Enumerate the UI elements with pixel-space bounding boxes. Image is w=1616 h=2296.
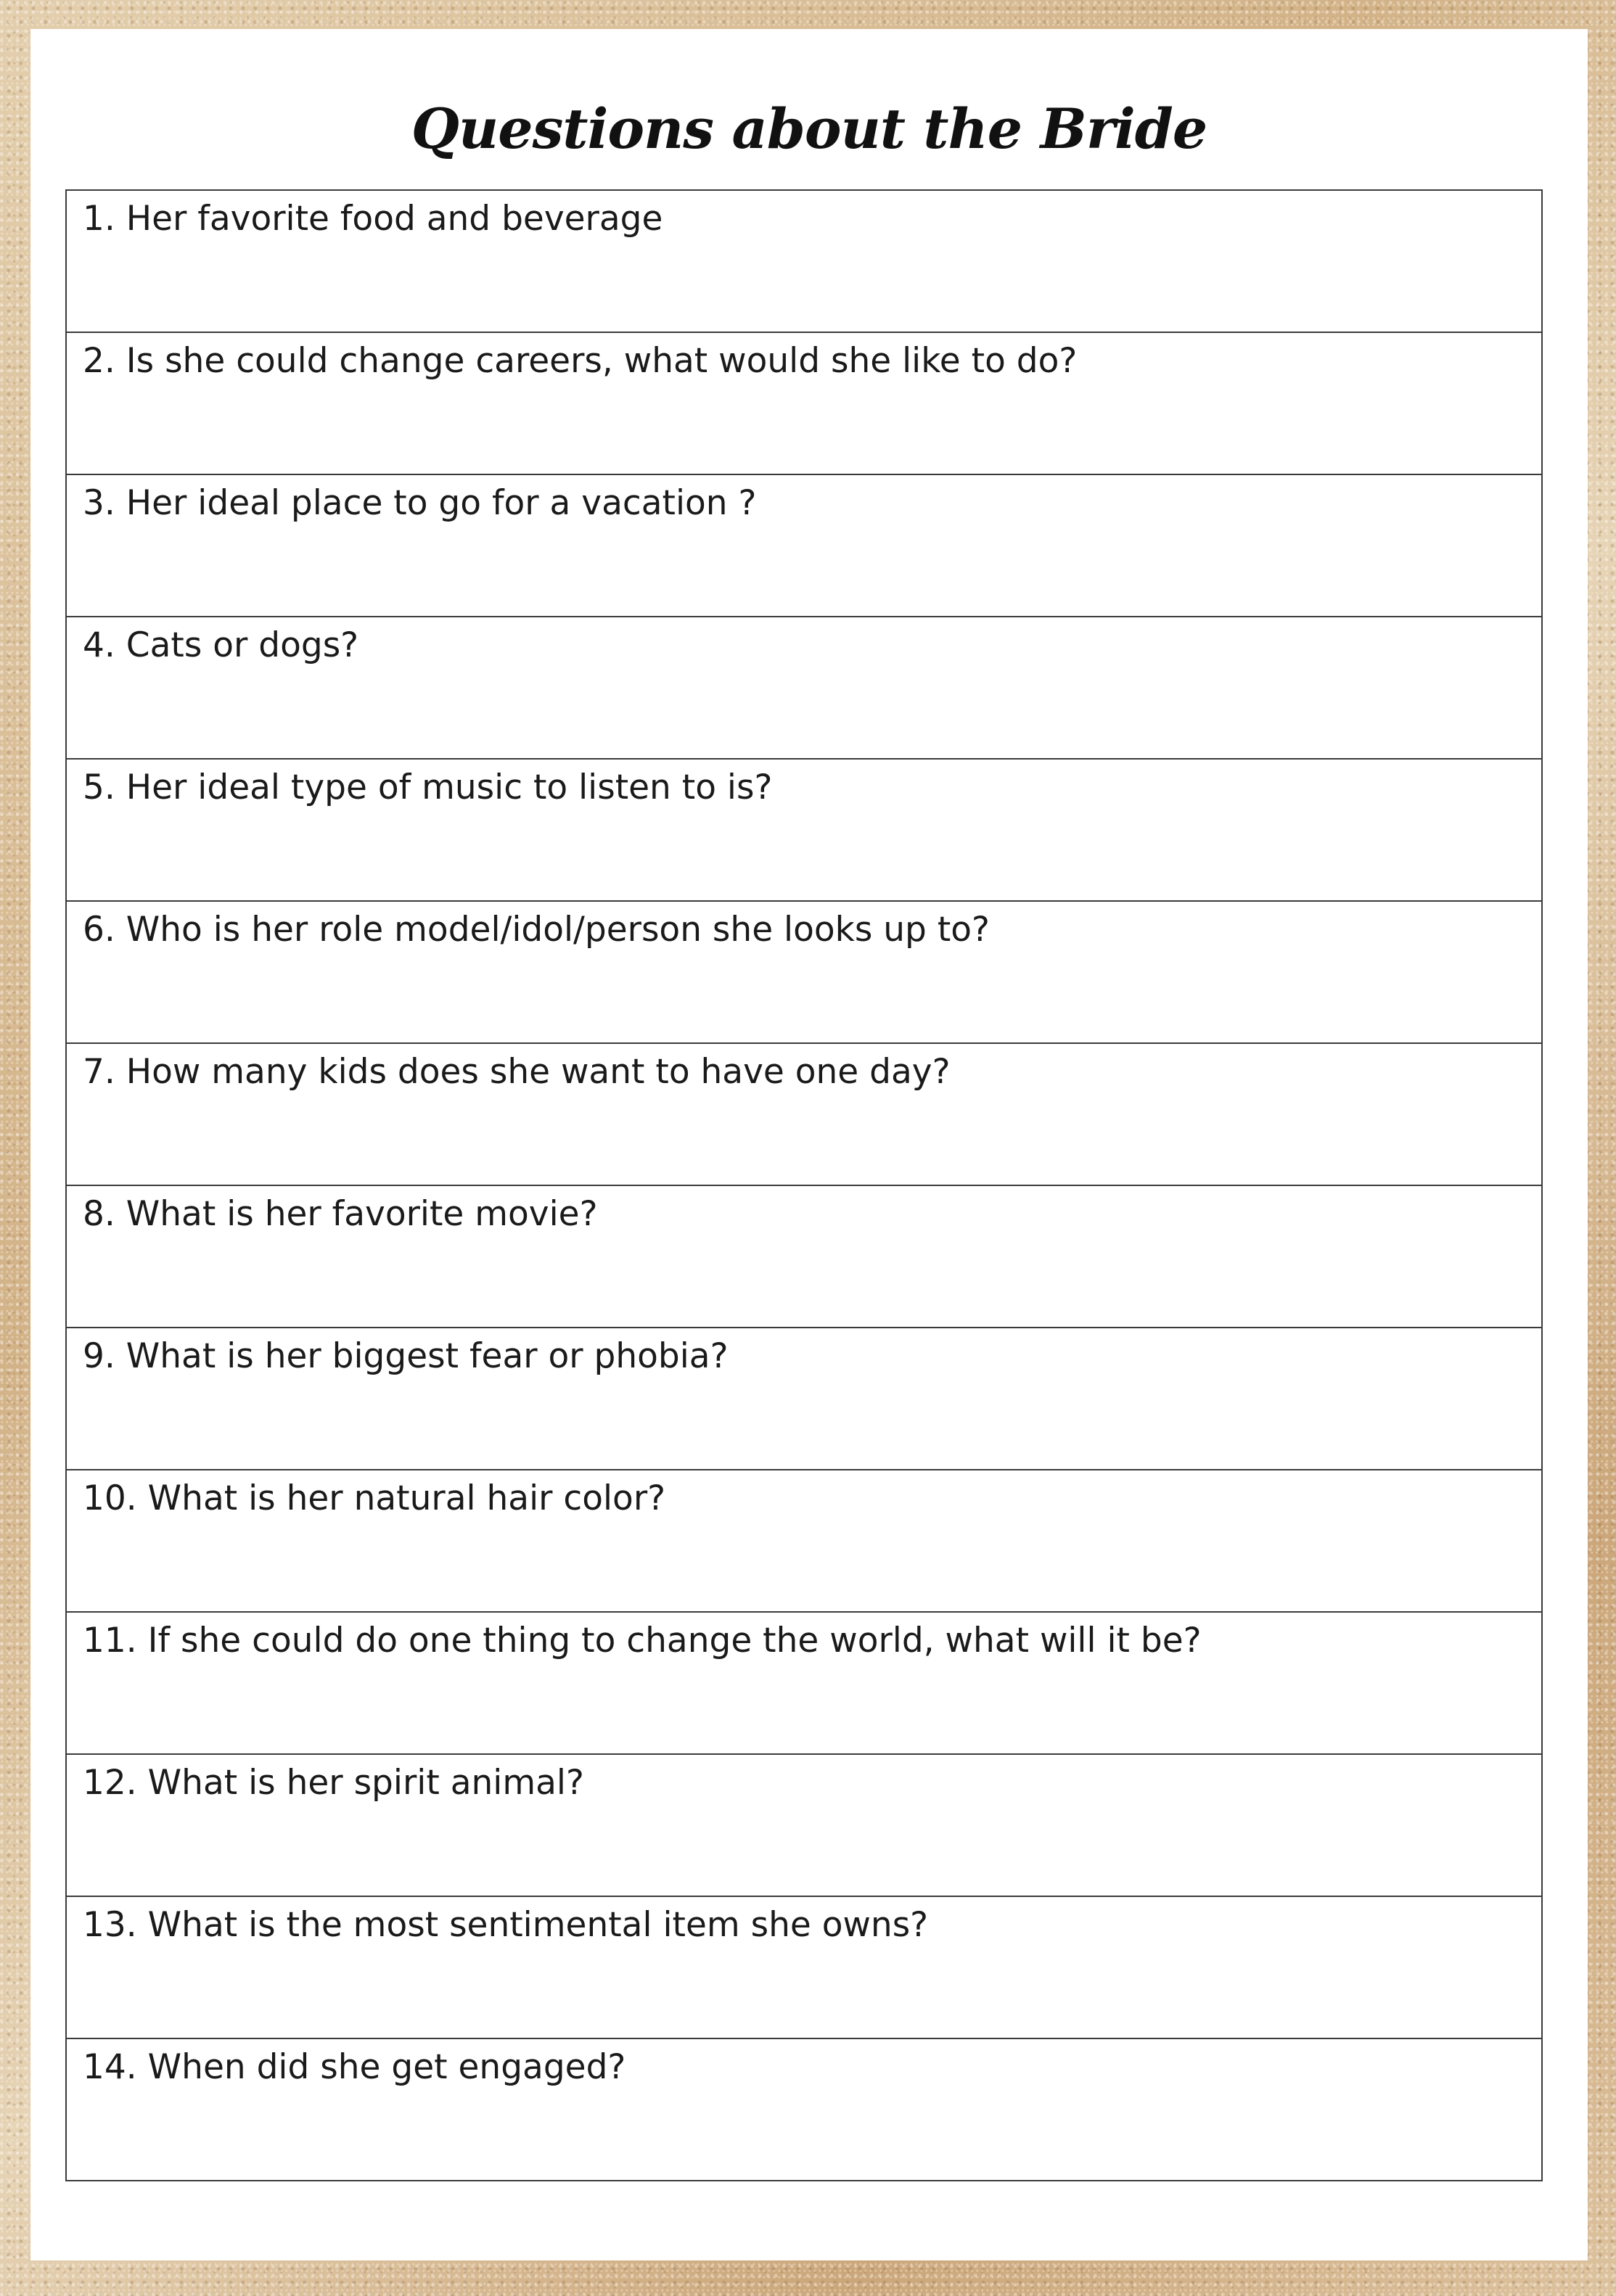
question-row: 9. What is her biggest fear or phobia? [67, 1328, 1541, 1470]
question-row: 11. If she could do one thing to change the world, what will it be? [67, 1613, 1541, 1755]
worksheet-page [30, 29, 1588, 2260]
questions-table [65, 189, 1543, 2181]
question-row: 14. When did she get engaged? [83, 2047, 626, 2087]
question-row: 1. Her favorite food and beverage [67, 191, 1541, 333]
question-row: 10. What is her natural hair color? [67, 1470, 1541, 1613]
question-row: 4. Cats or dogs? [67, 617, 1541, 760]
question-row: 3. Her ideal place to go for a vacation ? [67, 475, 1541, 617]
question-row: 8. What is her favorite movie? [67, 1186, 1541, 1328]
question-row: 12. What is her spirit animal? [67, 1755, 1541, 1897]
question-row: 7. How many kids does she want to have one day? [67, 1044, 1541, 1186]
question-row: 2. Is she could change careers, what would she like to do? [67, 333, 1541, 475]
question-row: 6. Who is her role model/idol/person she looks up to? [67, 902, 1541, 1044]
question-row: 5. Her ideal type of music to listen to is? [67, 760, 1541, 902]
page-title: Questions about the Bride [411, 96, 1207, 161]
question-row: 13. What is the most sentimental item she owns? [67, 1897, 1541, 2039]
